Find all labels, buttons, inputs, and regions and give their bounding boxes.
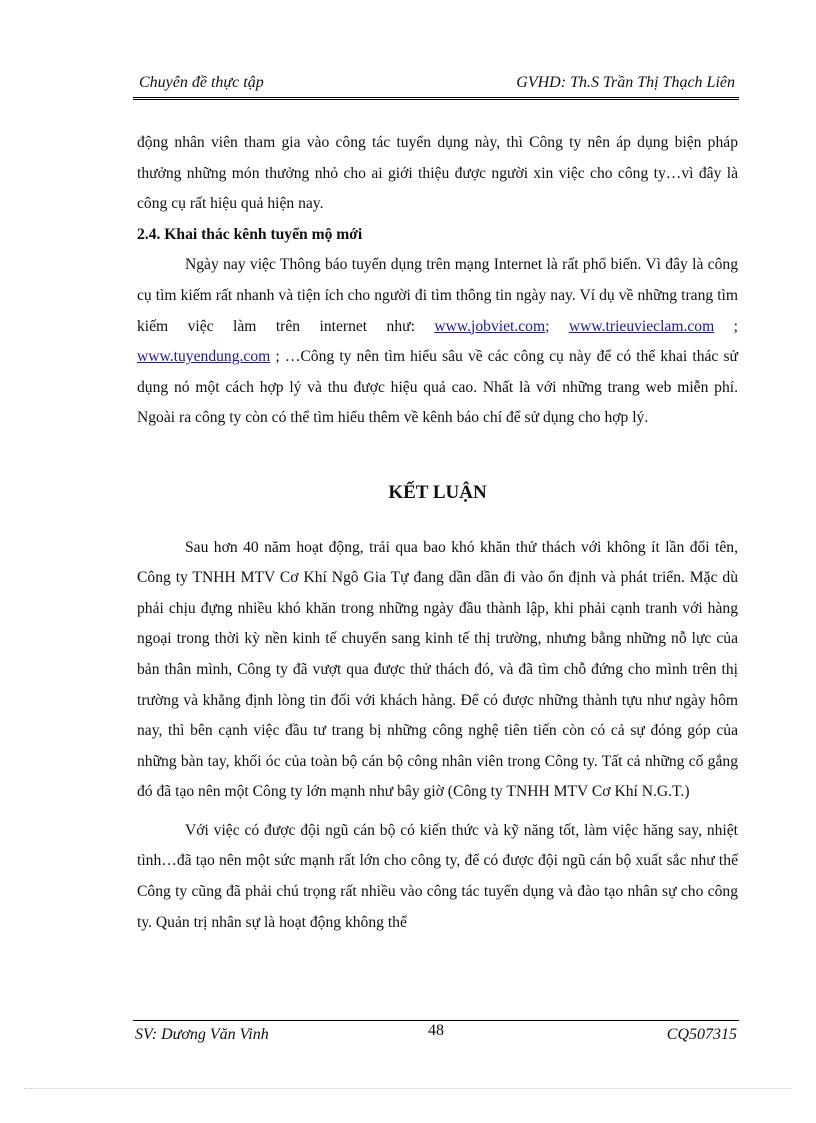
- page-content: [137, 128, 738, 938]
- paragraph-conclusion-1: Sau hơn 40 năm hoạt động, trải qua bao khó khăn thử thách với không ít lần đổi tên, Công ty TNHH MTV Cơ Khí Ngô Gia Tự đang dần dần đi vào ổn định và phát triển. Mặc dù phải chịu đựng nhiều khó khăn trong những ngày đầu thành lập, khi phải cạnh tranh với hàng ngoại trong thời kỳ nền kinh tế chuyển sang kinh tế thị trường, nhưng bằng những nỗ lực của bản thân mình, Công ty đã vượt qua được thử thách đó, và đã tìm chỗ đứng cho mình trên thị trường và khẳng định lòng tin đối với khách hàng. Để có được những thành tựu như ngày hôm nay, thì bên cạnh việc đầu tư trang bị những công nghệ tiên tiến còn có cả sự đóng góp của những bàn tay, khối óc của toàn bộ cán bộ công nhân viên trong Công ty. Tất cả những cố gắng đó đã tạo nên một Công ty lớn mạnh như bây giờ (Công ty TNHH MTV Cơ Khí N.G.T.): [137, 538, 738, 801]
- header-advisor: GVHD: Th.S Trần Thị Thạch Liên: [516, 74, 735, 91]
- link-tuyendung[interactable]: www.tuyendung.com: [137, 348, 271, 366]
- paragraph-continuation: động nhân viên tham gia vào công tác tuyển dụng này, thì Công ty nên áp dụng biện pháp thưởng những món thưởng nhỏ cho ai giới thiệu được người xin việc cho công ty…vì đây là công cụ rất hiệu quả hiện nay.: [137, 134, 738, 213]
- page-header: [133, 74, 739, 100]
- conclusion-title: KẾT LUẬN: [388, 481, 487, 503]
- link-separator: ;: [714, 317, 738, 335]
- section-heading: 2.4. Khai thác kênh tuyển mộ mới: [137, 225, 363, 243]
- footer-student-id: CQ507315: [666, 1026, 737, 1043]
- paragraph-conclusion-2: Với việc có được đội ngũ cán bộ có kiến thức và kỹ năng tốt, làm việc hăng say, nhiệt tình…đã tạo nên một sức mạnh rất lớn cho công ty, để có được đội ngũ cán bộ xuất sắc như thế Công ty cũng đã phải chú trọng rất nhiều vào công tác tuyển dụng và đào tạo nhân sự cho công ty. Quản trị nhân sự là hoạt động không thể: [137, 821, 738, 931]
- link-trieuvieclam[interactable]: www.trieuvieclam.com: [568, 317, 715, 335]
- paragraph-internet-recruitment: [137, 250, 738, 434]
- link-jobviet[interactable]: www.jobviet.com;: [434, 317, 550, 335]
- header-rule: [133, 97, 739, 100]
- footer-student: SV: Dương Văn Vinh: [135, 1026, 269, 1043]
- footer-rule: [133, 1020, 739, 1021]
- page-border-dots: [24, 1088, 792, 1089]
- link-separator: [549, 318, 568, 335]
- paragraph-text: ; …Công ty nên tìm hiểu sâu về các công cụ này để có thể khai thác sử dụng nó một cách hợp lý và thu được hiệu quả cao. Nhất là với những trang web miễn phí. Ngoài ra công ty còn có thể tìm hiểu thêm về kênh báo chí để sử dụng cho hợp lý.: [137, 348, 738, 427]
- page-number: 48: [428, 1022, 444, 1039]
- header-topic: Chuyên đề thực tập: [139, 74, 264, 91]
- page-footer: [133, 1020, 739, 1050]
- paragraph-text: Ngày nay việc Thông báo tuyển dụng trên mạng Internet là rất phổ biến. Vì đây là công cụ tìm kiếm rất nhanh và tiện ích cho người đi tìm thông tin ngày nay. Ví dụ về những trang tìm kiếm việc làm trên internet như:: [137, 256, 738, 335]
